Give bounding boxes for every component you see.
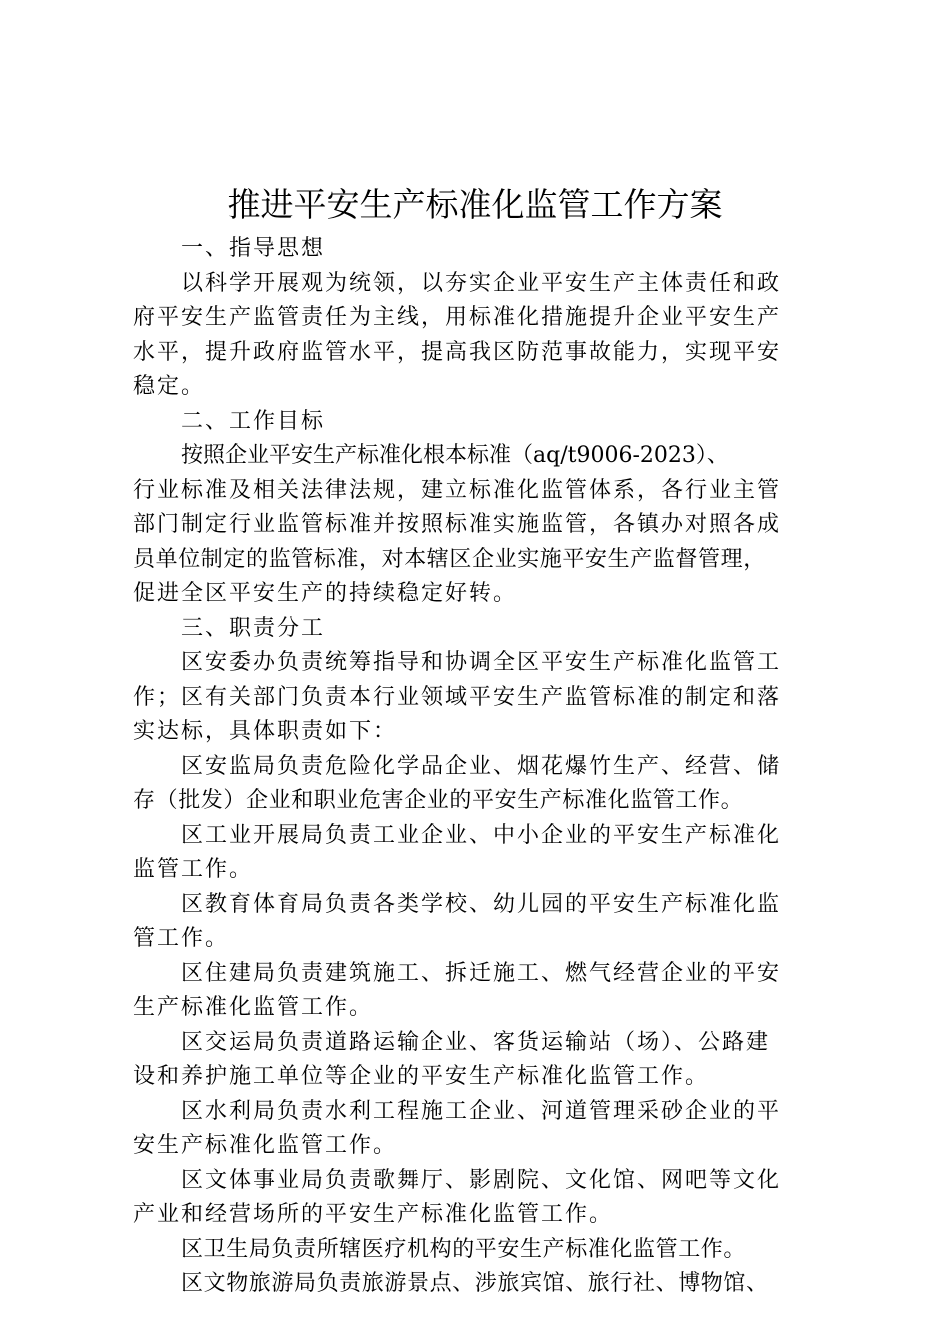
paragraph-line: 员单位制定的监管标准，对本辖区企业实施平安生产监督管理，	[133, 546, 766, 572]
paragraph-line: 设和养护施工单位等企业的平安生产标准化监管工作。	[133, 1064, 710, 1089]
paragraph-line: 监管工作。	[133, 857, 254, 882]
paragraph-line: 行业标准及相关法律法规，建立标准化监管体系，各行业主管	[133, 477, 782, 503]
paragraph-line: 作；区有关部门负责本行业领域平安生产监管标准的制定和落	[133, 684, 782, 710]
paragraph-line: 安生产标准化监管工作。	[133, 1133, 398, 1158]
document-body	[133, 232, 823, 1302]
paragraph-line: 府平安生产监管责任为主线，用标准化措施提升企业平安生产	[133, 305, 782, 330]
paragraph-line: 区卫生局负责所辖医疗机构的平安生产标准化监管工作。	[181, 1236, 747, 1262]
paragraph-line: 促进全区平安生产的持续稳定好转。	[133, 581, 518, 606]
paragraph-line: 区交运局负责道路运输企业、客货运输站（场）、公路建	[181, 1029, 771, 1055]
paragraph-line: 管工作。	[133, 926, 230, 951]
section-heading: 三、职责分工	[181, 615, 326, 641]
paragraph-line: 水平，提升政府监管水平，提高我区防范事故能力，实现平安	[133, 339, 782, 365]
paragraph-line: 区工业开展局负责工业企业、中小企业的平安生产标准化	[181, 822, 782, 848]
paragraph-line: 产业和经营场所的平安生产标准化监管工作。	[133, 1202, 614, 1227]
paragraph-line: 区教育体育局负责各类学校、幼儿园的平安生产标准化监	[181, 891, 782, 917]
paragraph-line: 区安委办负责统筹指导和协调全区平安生产标准化监管工	[181, 650, 782, 675]
paragraph-line: 区安监局负责危险化学品企业、烟花爆竹生产、经营、储	[181, 753, 782, 779]
document-title: 推进平安生产标准化监管工作方案	[227, 185, 723, 224]
section-heading: 二、工作目标	[181, 408, 326, 434]
paragraph-line: 稳定。	[133, 374, 206, 399]
paragraph-line: 区住建局负责建筑施工、拆迁施工、燃气经营企业的平安	[181, 960, 782, 986]
paragraph-line: 存（批发）企业和职业危害企业的平安生产标准化监管工作。	[133, 788, 744, 813]
paragraph-line: 按照企业平安生产标准化根本标准（aq/t9006-2023）、	[181, 443, 729, 468]
paragraph-line: 以科学开展观为统领，以夯实企业平安生产主体责任和政	[181, 270, 782, 296]
paragraph-line: 部门制定行业监管标准并按照标准实施监管，各镇办对照各成	[133, 512, 782, 537]
paragraph-line: 区文物旅游局负责旅游景点、涉旅宾馆、旅行社、博物馆、	[181, 1271, 769, 1296]
paragraph-line: 区水利局负责水利工程施工企业、河道管理采砂企业的平	[181, 1098, 782, 1124]
paragraph-line: 生产标准化监管工作。	[133, 995, 374, 1020]
paragraph-line: 实达标，具体职责如下：	[133, 719, 398, 744]
paragraph-line: 区文体事业局负责歌舞厅、影剧院、文化馆、网吧等文化	[181, 1167, 782, 1193]
section-heading: 一、指导思想	[181, 236, 326, 261]
